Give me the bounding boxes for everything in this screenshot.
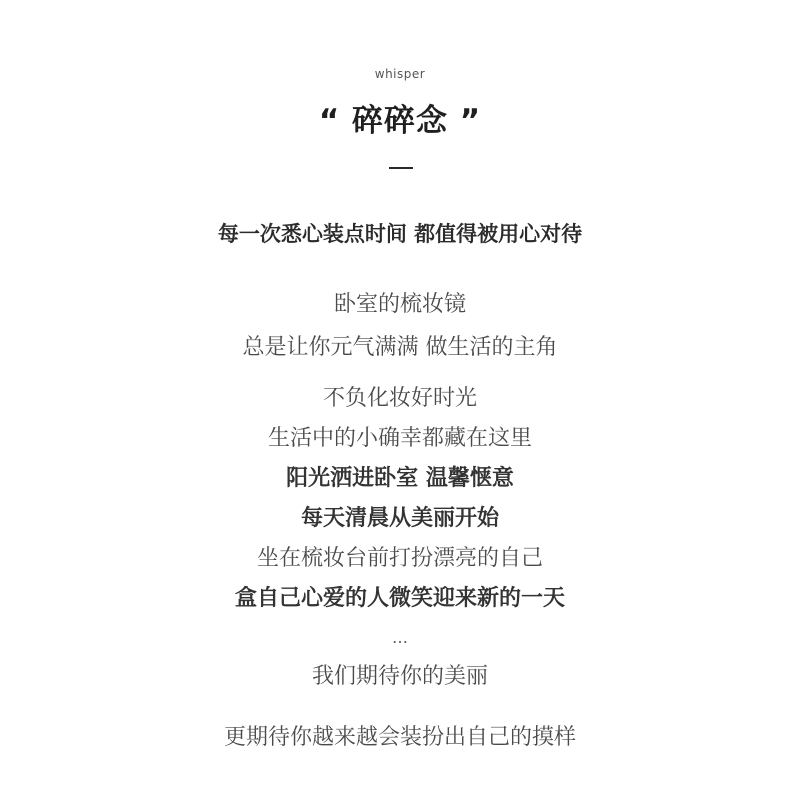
section-subtitle: 每一次悉心装点时间 都值得被用心对待 xyxy=(217,222,583,246)
text-line-6: 每天清晨从美丽开始 xyxy=(300,506,499,531)
section-title: “ 碎碎念 ” xyxy=(318,103,482,139)
text-line-2: 总是让你元气满满 做生活的主角 xyxy=(242,335,558,360)
text-line-4: 生活中的小确幸都藏在这里 xyxy=(267,426,532,451)
text-line-8: 盒自己心爱的人微笑迎来新的一天 xyxy=(234,586,565,611)
text-line-10: 更期待你越来越会装扮出自己的摸样 xyxy=(223,725,576,750)
section-eyebrow: whisper xyxy=(374,67,426,81)
text-line-1: 卧室的梳妆镜 xyxy=(333,292,466,317)
ellipsis-line: … xyxy=(392,628,408,647)
text-line-5: 阳光洒进卧室 温馨惬意 xyxy=(286,466,514,491)
text-line-7: 坐在梳妆台前打扮漂亮的自己 xyxy=(256,546,543,571)
text-line-9: 我们期待你的美丽 xyxy=(311,664,488,689)
title-divider xyxy=(389,167,413,169)
text-line-3: 不负化妆好时光 xyxy=(322,386,477,411)
